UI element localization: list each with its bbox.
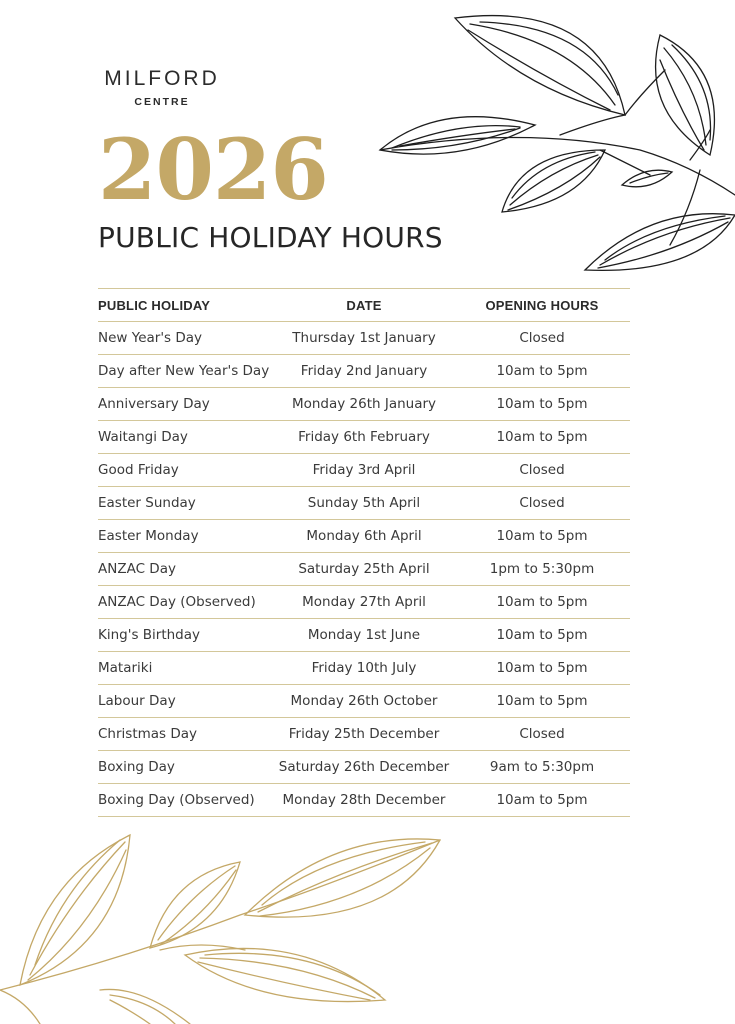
table-row [98,454,630,487]
holiday-cell: Christmas Day [98,718,274,751]
table-row [98,322,630,355]
logo-subtitle: CENTRE [134,96,190,108]
holiday-cell: Anniversary Day [98,388,274,421]
table-row [98,487,630,520]
opening-hours-cell: Closed [454,454,630,487]
opening-hours-cell: 10am to 5pm [454,388,630,421]
holiday-cell: King's Birthday [98,619,274,652]
holiday-cell: Easter Sunday [98,487,274,520]
holiday-cell: Labour Day [98,685,274,718]
holiday-cell: ANZAC Day [98,553,274,586]
table-row [98,355,630,388]
year-heading: 2026 [98,120,328,219]
column-header-opening-hours: OPENING HOURS [454,289,630,322]
opening-hours-cell: 10am to 5pm [454,784,630,817]
holiday-cell: ANZAC Day (Observed) [98,586,274,619]
opening-hours-cell: 10am to 5pm [454,421,630,454]
opening-hours-cell: Closed [454,322,630,355]
date-cell: Thursday 1st January [274,322,454,355]
column-header-holiday: PUBLIC HOLIDAY [98,289,274,322]
holiday-cell: Boxing Day [98,751,274,784]
holiday-cell: New Year's Day [98,322,274,355]
table-row [98,784,630,817]
date-cell: Friday 3rd April [274,454,454,487]
date-cell: Friday 25th December [274,718,454,751]
table-body [98,322,630,817]
table-row [98,520,630,553]
table-row [98,751,630,784]
opening-hours-cell: 10am to 5pm [454,355,630,388]
opening-hours-cell: 10am to 5pm [454,652,630,685]
date-cell: Friday 10th July [274,652,454,685]
date-cell: Monday 26th January [274,388,454,421]
table-row [98,718,630,751]
opening-hours-cell: 10am to 5pm [454,520,630,553]
date-cell: Monday 1st June [274,619,454,652]
holiday-cell: Waitangi Day [98,421,274,454]
date-cell: Saturday 25th April [274,553,454,586]
holiday-cell: Easter Monday [98,520,274,553]
table-row [98,586,630,619]
date-cell: Saturday 26th December [274,751,454,784]
column-header-date: DATE [274,289,454,322]
table-row [98,685,630,718]
date-cell: Monday 26th October [274,685,454,718]
holiday-cell: Boxing Day (Observed) [98,784,274,817]
opening-hours-cell: 10am to 5pm [454,619,630,652]
date-cell: Monday 28th December [274,784,454,817]
logo-wordmark: MILFORD [104,67,220,90]
opening-hours-cell: 10am to 5pm [454,586,630,619]
table-row [98,553,630,586]
milford-centre-logo [98,68,226,108]
date-cell: Monday 27th April [274,586,454,619]
date-cell: Monday 6th April [274,520,454,553]
table-row [98,619,630,652]
holiday-hours-table [98,288,630,817]
date-cell: Friday 2nd January [274,355,454,388]
opening-hours-cell: Closed [454,718,630,751]
holiday-cell: Day after New Year's Day [98,355,274,388]
holiday-cell: Good Friday [98,454,274,487]
table-header-row [98,289,630,322]
opening-hours-cell: 9am to 5:30pm [454,751,630,784]
date-cell: Sunday 5th April [274,487,454,520]
table-row [98,421,630,454]
date-cell: Friday 6th February [274,421,454,454]
table-row [98,388,630,421]
opening-hours-cell: Closed [454,487,630,520]
leaf-illustration-bottom [0,824,450,1024]
page-title: PUBLIC HOLIDAY HOURS [98,221,443,254]
opening-hours-cell: 1pm to 5:30pm [454,553,630,586]
opening-hours-cell: 10am to 5pm [454,685,630,718]
table-row [98,652,630,685]
holiday-cell: Matariki [98,652,274,685]
